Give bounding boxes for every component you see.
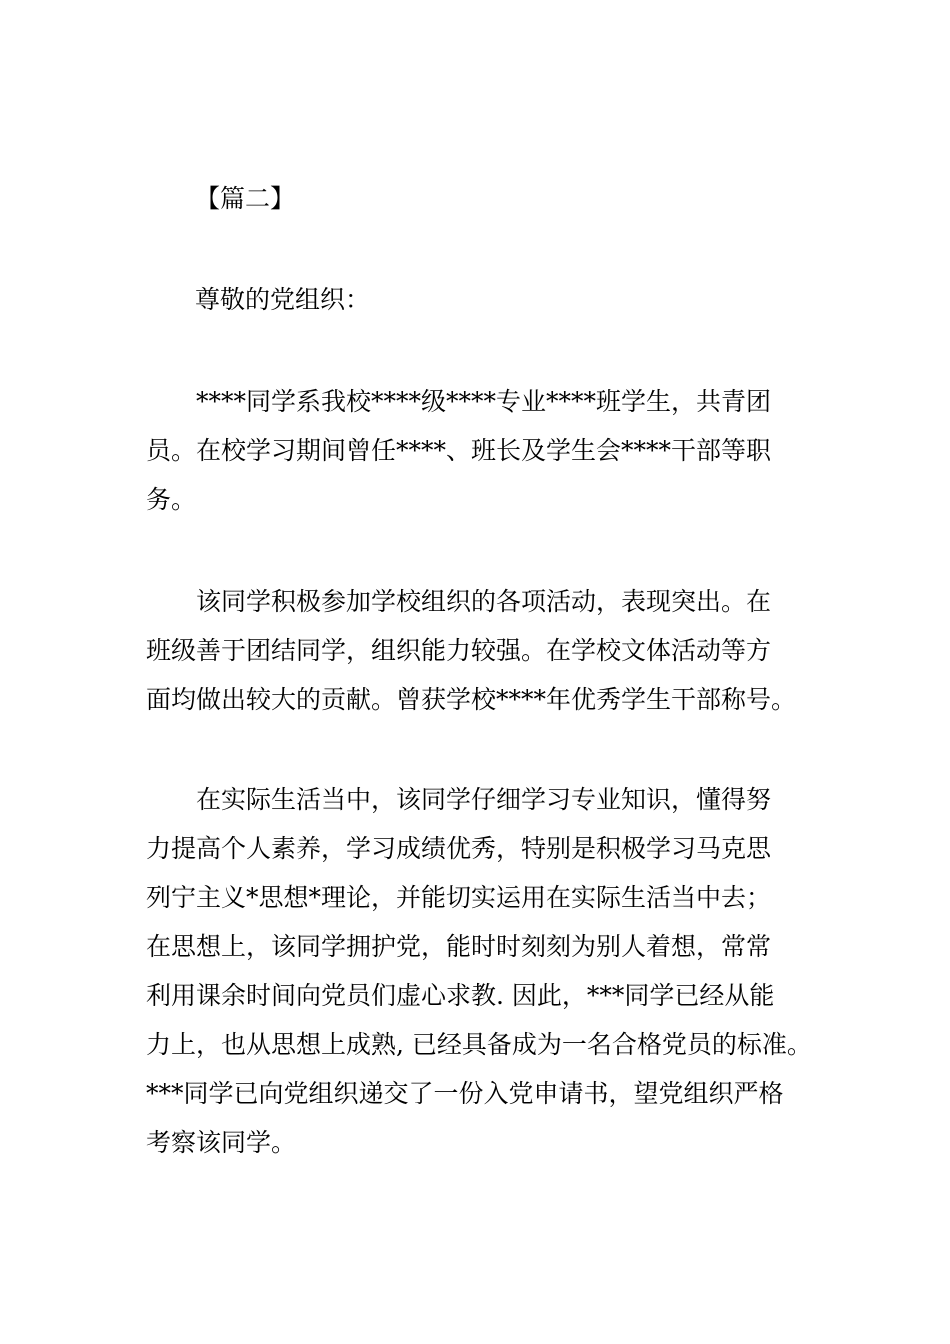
- paragraph-line: 在实际生活当中，该同学仔细学习专业知识，懂得努: [196, 785, 772, 814]
- salutation: 尊敬的党组织：: [195, 285, 371, 314]
- paragraph-line: 该同学积极参加学校组织的各项活动，表现突出。在: [196, 587, 772, 616]
- section-heading: 【篇二】: [195, 184, 296, 213]
- paragraph-line: ****同学系我校****级****专业****班学生，共青团: [196, 387, 772, 416]
- paragraph-line: 在思想上，该同学拥护党，能时时刻刻为别人着想，常常: [146, 932, 772, 961]
- paragraph-line: 员。在校学习期间曾任****、班长及学生会****干部等职: [146, 436, 772, 465]
- paragraph-line: 考察该同学。: [146, 1128, 297, 1157]
- paragraph-student-background: [146, 377, 836, 524]
- paragraph-line: 班级善于团结同学，组织能力较强。在学校文体活动等方: [146, 636, 772, 665]
- paragraph-line: 力提高个人素养，学习成绩优秀，特别是积极学习马克思: [146, 834, 772, 863]
- paragraph-line: 面均做出较大的贡献。曾获学校****年优秀学生干部称号。: [146, 685, 797, 714]
- paragraph-line: 力上，也从思想上成熟, 已经具备成为一名合格党员的标准。: [146, 1030, 812, 1059]
- paragraph-evaluation: [146, 775, 836, 1167]
- paragraph-line: 利用课余时间向党员们虚心求教. 因此，***同学已经从能: [146, 981, 775, 1010]
- paragraph-activities: [146, 577, 836, 724]
- paragraph-line: 列宁主义*思想*理论，并能切实运用在实际生活当中去；: [146, 883, 772, 912]
- paragraph-line: ***同学已向党组织递交了一份入党申请书，望党组织严格: [146, 1079, 784, 1108]
- paragraph-line: 务。: [146, 485, 197, 514]
